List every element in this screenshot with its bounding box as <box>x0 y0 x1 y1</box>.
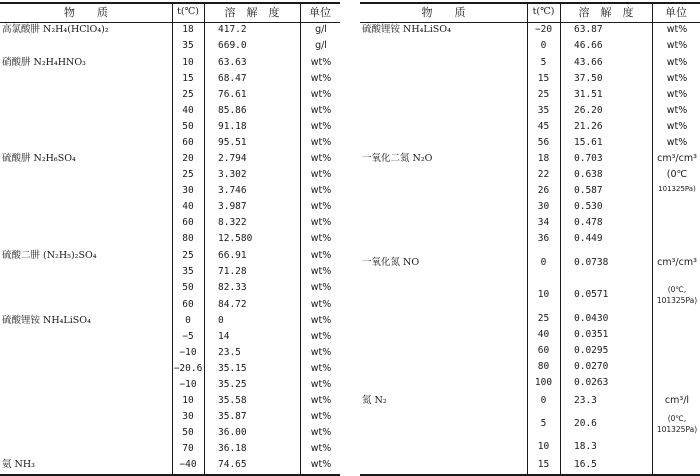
left-solubility-cell: 0 <box>218 315 224 326</box>
left-temperature-cell: 18 <box>182 24 194 35</box>
left-unit-cell: wt% <box>310 185 332 196</box>
left-unit-cell: wt% <box>310 427 332 438</box>
left-header-unit: 单位 <box>309 6 331 19</box>
left-solubility-cell: 35.87 <box>218 411 247 422</box>
right-substance-name: 氮 N₂ <box>362 395 387 406</box>
right-temperature-cell: −20 <box>534 24 553 35</box>
left-unit-cell: wt% <box>310 347 332 358</box>
left-unit-cell: wt% <box>310 331 332 342</box>
left-temperature-cell: 30 <box>182 411 194 422</box>
right-temperature-cell: 5 <box>540 57 547 68</box>
left-substance-name: 硫酸二肼 (N₂H₅)₂SO₄ <box>2 250 97 261</box>
left-unit-cell: wt% <box>310 379 332 390</box>
left-unit-cell: wt% <box>310 73 332 84</box>
right-solubility-cell: 31.51 <box>574 89 603 100</box>
right-solubility-cell: 16.5 <box>574 459 597 470</box>
right-solubility-cell: 21.26 <box>574 121 603 132</box>
left-unit-cell: wt% <box>310 217 332 228</box>
right-column-rule <box>652 2 653 475</box>
left-temperature-cell: 20 <box>182 153 194 164</box>
right-header-temp: t(℃) <box>532 6 555 17</box>
right-solubility-cell: 0.0738 <box>574 257 609 268</box>
left-unit-cell: wt% <box>310 315 332 326</box>
left-solubility-cell: 71.28 <box>218 266 247 277</box>
right-header-unit: 单位 <box>665 6 687 19</box>
right-temperature-cell: 100 <box>534 377 553 388</box>
right-unit-cell: wt% <box>666 24 688 35</box>
left-temperature-cell: 60 <box>182 217 194 228</box>
left-substance-name: 硫酸锂铵 NH₄LiSO₄ <box>2 315 91 326</box>
right-unit-cell: wt% <box>666 121 688 132</box>
right-temperature-cell: 36 <box>537 233 550 244</box>
right-unit-cell: wt% <box>666 105 688 116</box>
right-temperature-cell: 0 <box>540 40 547 51</box>
left-solubility-cell: 84.72 <box>218 299 247 310</box>
left-temperature-cell: −40 <box>179 459 197 470</box>
left-temperature-cell: 60 <box>182 137 194 148</box>
left-temperature-cell: 0 <box>185 315 191 326</box>
left-unit-cell: wt% <box>310 137 332 148</box>
right-substance-name: 一氧化二氮 N₂O <box>362 153 433 164</box>
left-temperature-cell: 40 <box>182 201 194 212</box>
right-solubility-cell: 26.20 <box>574 105 603 116</box>
right-header-rule <box>360 22 700 23</box>
right-temperature-cell: 15 <box>537 459 550 470</box>
left-temperature-cell: −10 <box>179 379 197 390</box>
left-temperature-cell: 10 <box>182 57 194 68</box>
left-temperature-cell: 25 <box>182 250 194 261</box>
left-solubility-cell: 35.25 <box>218 379 247 390</box>
left-unit-cell: wt% <box>310 299 332 310</box>
left-unit-cell: wt% <box>310 459 332 470</box>
left-temperature-cell: 60 <box>182 299 194 310</box>
left-solubility-cell: 66.91 <box>218 250 247 261</box>
left-solubility-cell: 95.51 <box>218 137 247 148</box>
left-solubility-cell: 76.61 <box>218 89 247 100</box>
left-temperature-cell: 35 <box>182 266 194 277</box>
right-unit-cell: cm³/cm³ <box>657 153 697 164</box>
left-temperature-cell: 70 <box>182 443 194 454</box>
left-solubility-cell: 3.987 <box>218 201 247 212</box>
right-temperature-cell: 34 <box>537 217 550 228</box>
left-unit-cell: wt% <box>310 395 332 406</box>
right-solubility-cell: 0.449 <box>574 233 603 244</box>
right-column-rule <box>560 2 561 475</box>
right-unit-cell: (0℃, 101325Pa) <box>656 414 698 435</box>
left-header-rule <box>0 22 340 23</box>
right-solubility-cell: 46.66 <box>574 40 603 51</box>
left-solubility-cell: 12.580 <box>218 233 253 244</box>
right-temperature-cell: 56 <box>537 137 550 148</box>
right-solubility-cell: 63.87 <box>574 24 603 35</box>
left-temperature-cell: 15 <box>182 73 194 84</box>
left-temperature-cell: 40 <box>182 105 194 116</box>
right-solubility-cell: 0.703 <box>574 153 603 164</box>
left-solubility-cell: 68.47 <box>218 73 247 84</box>
right-temperature-cell: 25 <box>537 313 550 324</box>
left-substance-name: 硫酸肼 N₂H₆SO₄ <box>2 153 76 164</box>
right-temperature-cell: 0 <box>540 257 547 268</box>
right-solubility-cell: 0.0270 <box>574 361 609 372</box>
left-solubility-cell: 669.0 <box>218 40 247 51</box>
left-temperature-cell: 50 <box>182 282 194 293</box>
right-temperature-cell: 22 <box>537 169 550 180</box>
left-unit-cell: wt% <box>310 201 332 212</box>
left-temperature-cell: −20.6 <box>173 363 203 374</box>
left-column-rule <box>204 2 205 475</box>
left-solubility-cell: 3.746 <box>218 185 247 196</box>
left-substance-name: 氨 NH₃ <box>2 459 35 470</box>
right-solubility-cell: 0.587 <box>574 185 603 196</box>
right-temperature-cell: 45 <box>537 121 550 132</box>
left-solubility-cell: 35.58 <box>218 395 247 406</box>
right-solubility-cell: 0.638 <box>574 169 603 180</box>
left-column-rule <box>300 2 301 475</box>
right-temperature-cell: 5 <box>540 418 547 429</box>
right-temperature-cell: 30 <box>537 201 550 212</box>
right-unit-cell: cm³/cm³ <box>657 257 697 268</box>
right-solubility-cell: 15.61 <box>574 137 603 148</box>
left-header-temp: t(℃) <box>177 6 199 17</box>
right-temperature-cell: 35 <box>537 105 550 116</box>
right-solubility-cell: 0.0351 <box>574 329 609 340</box>
left-solubility-cell: 14 <box>218 331 230 342</box>
left-solubility-cell: 2.794 <box>218 153 247 164</box>
left-unit-cell: g/l <box>315 24 327 35</box>
right-header-solubility: 溶 解 度 <box>578 6 634 19</box>
left-temperature-cell: −5 <box>182 331 194 342</box>
right-substance-name: 硫酸锂铵 NH₄LiSO₄ <box>362 24 451 35</box>
right-solubility-cell: 37.50 <box>574 73 603 84</box>
right-solubility-cell: 0.0295 <box>574 345 609 356</box>
left-solubility-cell: 82.33 <box>218 282 247 293</box>
right-solubility-cell: 0.0430 <box>574 313 609 324</box>
right-solubility-cell: 18.3 <box>574 441 597 452</box>
right-temperature-cell: 40 <box>537 329 550 340</box>
left-solubility-cell: 417.2 <box>218 24 247 35</box>
left-temperature-cell: 10 <box>182 395 194 406</box>
left-header-solubility: 溶 解 度 <box>224 6 280 19</box>
left-unit-cell: wt% <box>310 250 332 261</box>
left-solubility-cell: 74.65 <box>218 459 247 470</box>
right-unit-cell: (0℃, 101325Pa) <box>656 285 698 306</box>
left-solubility-cell: 8.322 <box>218 217 247 228</box>
right-solubility-cell: 20.6 <box>574 418 597 429</box>
right-unit-cell: wt% <box>666 137 688 148</box>
left-unit-cell: wt% <box>310 169 332 180</box>
right-unit-cell: (0℃ <box>666 169 688 180</box>
left-unit-cell: wt% <box>310 443 332 454</box>
right-bottom-rule <box>360 474 700 476</box>
right-temperature-cell: 10 <box>537 441 550 452</box>
right-temperature-cell: 60 <box>537 345 550 356</box>
left-solubility-cell: 36.00 <box>218 427 247 438</box>
right-temperature-cell: 80 <box>537 361 550 372</box>
right-unit-cell: wt% <box>666 89 688 100</box>
right-unit-cell: wt% <box>666 40 688 51</box>
right-unit-cell: wt% <box>666 57 688 68</box>
right-unit-cell: 101325Pa) <box>658 185 696 193</box>
right-solubility-cell: 43.66 <box>574 57 603 68</box>
left-temperature-cell: 25 <box>182 89 194 100</box>
left-substance-name: 硝酸肼 N₂H₄HNO₃ <box>2 57 86 68</box>
left-unit-cell: wt% <box>310 89 332 100</box>
left-header-substance: 物 质 <box>64 6 108 19</box>
right-temperature-cell: 10 <box>537 289 550 300</box>
right-temperature-cell: 18 <box>537 153 550 164</box>
left-solubility-cell: 91.18 <box>218 121 247 132</box>
left-unit-cell: wt% <box>310 105 332 116</box>
left-temperature-cell: −10 <box>179 347 197 358</box>
left-unit-cell: wt% <box>310 57 332 68</box>
right-solubility-cell: 0.0571 <box>574 289 609 300</box>
left-temperature-cell: 50 <box>182 427 194 438</box>
left-unit-cell: wt% <box>310 282 332 293</box>
right-unit-cell: cm³/l <box>664 395 690 406</box>
left-solubility-cell: 36.18 <box>218 443 247 454</box>
right-solubility-cell: 0.0263 <box>574 377 609 388</box>
left-unit-cell: wt% <box>310 233 332 244</box>
right-temperature-cell: 15 <box>537 73 550 84</box>
left-solubility-cell: 23.5 <box>218 347 241 358</box>
right-top-rule <box>360 2 700 4</box>
left-unit-cell: g/l <box>315 40 327 51</box>
left-top-rule <box>0 2 340 4</box>
right-solubility-cell: 23.3 <box>574 395 597 406</box>
right-solubility-cell: 0.530 <box>574 201 603 212</box>
left-solubility-cell: 3.302 <box>218 169 247 180</box>
right-unit-cell: wt% <box>666 73 688 84</box>
left-temperature-cell: 25 <box>182 169 194 180</box>
left-solubility-cell: 63.63 <box>218 57 247 68</box>
left-solubility-cell: 85.86 <box>218 105 247 116</box>
left-unit-cell: wt% <box>310 121 332 132</box>
right-substance-name: 一氧化氮 NO <box>362 257 420 268</box>
right-temperature-cell: 26 <box>537 185 550 196</box>
left-substance-name: 高氯酸肼 N₂H₄(HClO₄)₂ <box>2 24 109 35</box>
right-header-substance: 物 质 <box>421 6 466 19</box>
left-unit-cell: wt% <box>310 153 332 164</box>
right-solubility-cell: 0.478 <box>574 217 603 228</box>
left-temperature-cell: 30 <box>182 185 194 196</box>
left-unit-cell: wt% <box>310 411 332 422</box>
left-temperature-cell: 80 <box>182 233 194 244</box>
left-bottom-rule <box>0 474 340 476</box>
left-unit-cell: wt% <box>310 363 332 374</box>
left-temperature-cell: 35 <box>182 40 194 51</box>
left-unit-cell: wt% <box>310 266 332 277</box>
left-temperature-cell: 50 <box>182 121 194 132</box>
right-temperature-cell: 25 <box>537 89 550 100</box>
left-solubility-cell: 35.15 <box>218 363 247 374</box>
right-temperature-cell: 0 <box>540 395 547 406</box>
